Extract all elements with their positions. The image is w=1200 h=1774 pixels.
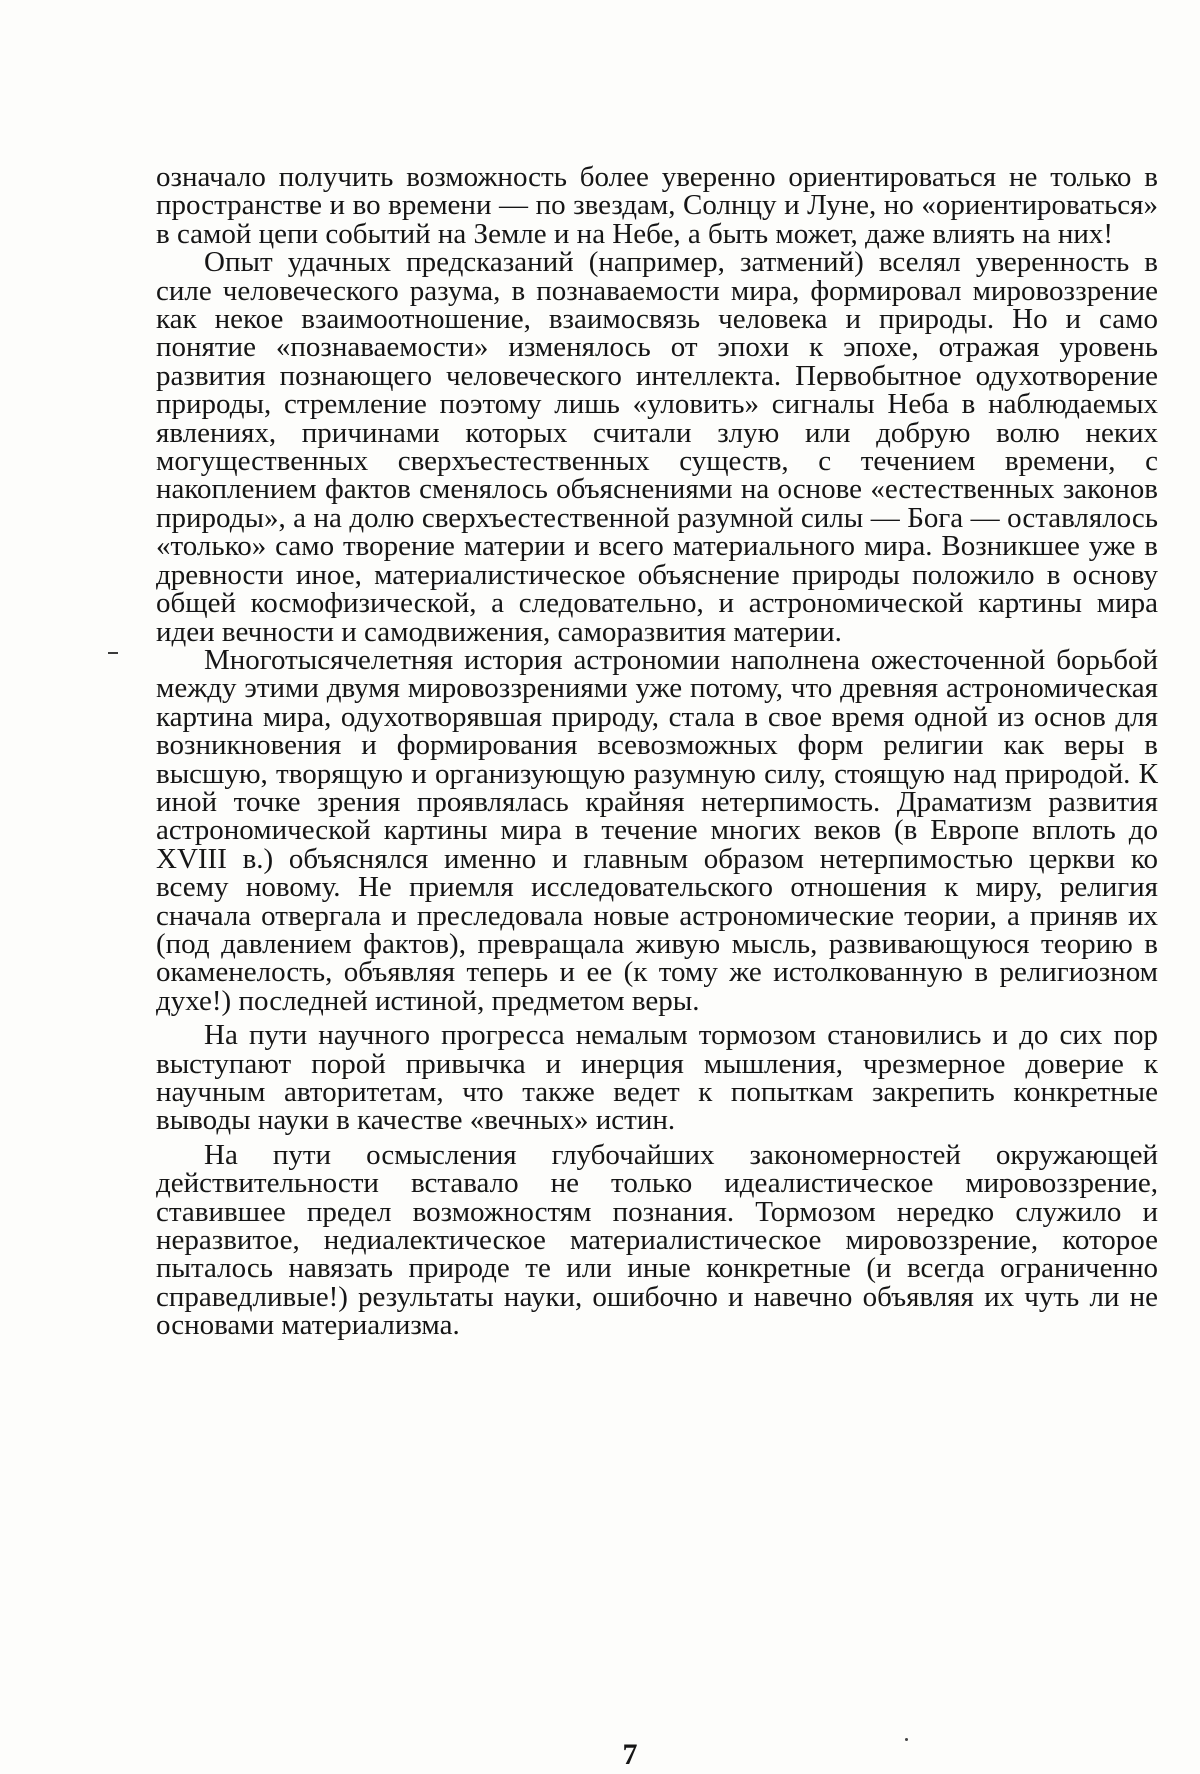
paragraph-understanding: На пути осмысления глубочайших закономерностей окружающей действительности вставало не только идеалистическое мировоззрение, ставившее предел возможностям познания. Тормозом нередко служило и неразвитое, недиалектическое материалистическое мировоззрение, которое пыталось навязать природе те или иные конкретные (и всегда ограниченно справедливые!) результаты науки, ошибочно и навечно объявляя их чуть ли не основами материализма.: [156, 1138, 1158, 1342]
paragraph-continuation: означало получить возможность более уверенно ориентироваться не только в пространстве и во времени — по звездам, Солнцу и Луне, но «ориентироваться» в самой цепи событий на Земле и на Небе, а быть может, даже влиять на них!: [156, 161, 1158, 250]
paragraph-prediction: Опыт удачных предсказаний (например, затмений) вселял уверенность в силе человеческого разума, в познаваемости мира, формировал мировоззрение как некое взаимоотношение, взаимосвязь человека и природы. Но и само понятие «познаваемости» изменялось от эпохи к эпохе, отражая уровень развития познающего человеческого интеллекта. Первобытное одухотворение природы, стремление поэтому лишь «уловить» сигналы Неба в наблюдаемых явлениях, причинами которых считали злую или добрую волю неких могущественных сверхъестественных существ, с течением времени, с накоплением фактов сменялось объяснениями на основе «естественных законов природы», а на долю сверхъестественной разумной силы — Бога — оставлялось «только» само творение материи и всего материального мира. Возникшее уже в древности иное, материалистическое объяснение природы положило в основу общей космофизической, а следовательно, и астрономической картины мира идеи вечности и самодвижения, саморазвития материи.: [156, 246, 1158, 648]
paragraph-progress: На пути научного прогресса немалым тормозом становились и до сих пор выступают порой привычка и инерция мышления, чрезмерное доверие к научным авторитетам, что также ведет к попыткам закрепить конкретные выводы науки в качестве «вечных» истин.: [156, 1019, 1158, 1137]
page-number: 7: [622, 1738, 638, 1771]
body-text: [156, 163, 1158, 1340]
margin-dash: [108, 652, 118, 654]
paragraph-history: Многотысячелетняя история астрономии наполнена ожесточенной борьбой между этими двумя мировоззрениями уже потому, что древняя астрономическая картина мира, одухотворявшая природу, стала в свое время одной из основ для возникновения и формирования всевозможных форм религии как веры в высшую, творящую и организующую разумную силу, стоящую над природой. К иной точке зрения проявлялась крайняя нетерпимость. Драматизм развития астрономической картины мира в течение многих веков (в Европе вплоть до XVIII в.) объяснялся именно и главным образом нетерпимостью церкви ко всему новому. Не приемля исследовательского отношения к миру, религия сначала отвергала и преследовала новые астрономические теории, а приняв их (под давлением фактов), превращала живую мысль, развивающуюся теорию в окаменелость, объявляя теперь и ее (к тому же истолкованную в религиозном духе!) последней истиной, предметом веры.: [156, 643, 1158, 1017]
